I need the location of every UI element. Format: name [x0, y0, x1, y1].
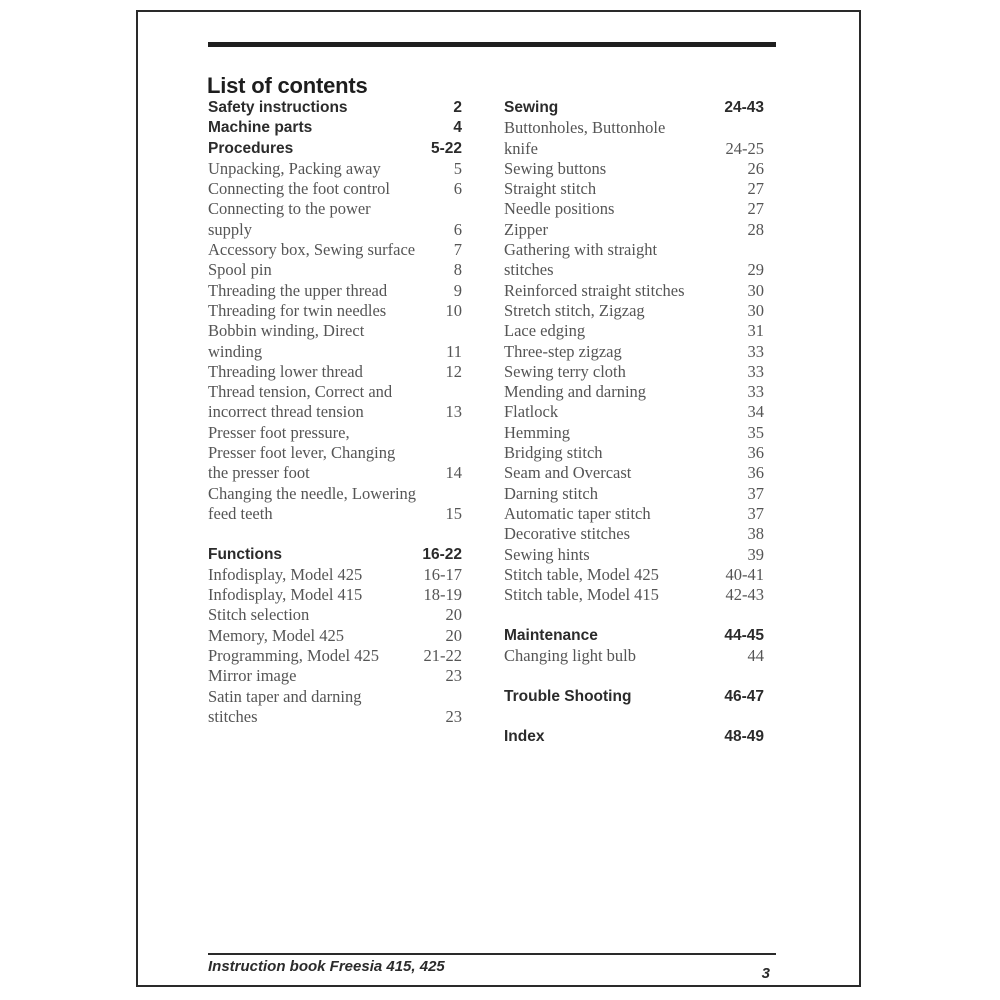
toc-entry-page: 48-49 — [724, 728, 764, 746]
toc-entry-page: 16-22 — [422, 545, 462, 563]
toc-entry-page: 42-43 — [725, 585, 764, 605]
toc-entry-page: 7 — [453, 240, 462, 260]
toc-entry-page: 21-22 — [423, 646, 462, 666]
toc-entry-label: Infodisplay, Model 425 — [208, 564, 363, 584]
toc-entry-label: Safety instructions — [208, 99, 348, 116]
toc-entry-label: Bridging stitch — [504, 443, 603, 463]
toc-entry-page: 27 — [747, 179, 764, 199]
toc-entry-page: 44-45 — [724, 626, 764, 644]
toc-row — [208, 260, 462, 280]
toc-row — [504, 626, 764, 646]
toc-entry-label: Threading lower thread — [208, 361, 363, 381]
toc-entry-page: 24-25 — [725, 138, 764, 158]
toc-row — [504, 504, 764, 524]
toc-row — [208, 362, 462, 382]
toc-entry-page: 35 — [747, 422, 764, 442]
toc-row — [504, 220, 764, 240]
toc-row — [504, 484, 764, 504]
toc-entry-label: Programming, Model 425 — [208, 646, 379, 666]
toc-entry-page: 12 — [445, 361, 462, 381]
toc-entry-page: 4 — [453, 119, 462, 137]
toc-column-left — [208, 98, 462, 748]
toc-row — [208, 159, 462, 179]
toc-entry-label: Accessory box, Sewing surface — [208, 240, 416, 260]
toc-row — [504, 565, 764, 585]
toc-entry-page: 27 — [747, 199, 764, 219]
toc-row — [208, 220, 462, 240]
toc-row — [208, 402, 462, 422]
toc-row — [208, 118, 462, 138]
toc-row — [208, 463, 462, 483]
toc-entry-label: Functions — [208, 545, 283, 563]
toc-entry-label: Three-step zigzag — [504, 341, 622, 361]
toc-row — [504, 382, 764, 402]
toc-row — [208, 382, 462, 402]
toc-entry-label: Buttonholes, Buttonhole — [504, 118, 666, 138]
toc-entry-label: Presser foot lever, Changing — [208, 443, 396, 463]
toc-entry-label: Hemming — [504, 422, 570, 442]
toc-entry-page: 20 — [445, 625, 462, 645]
footer-book-title: Instruction book Freesia 415, 425 — [208, 958, 445, 975]
toc-entry-page: 13 — [445, 402, 462, 422]
toc-entry-page: 2 — [453, 99, 462, 116]
toc-entry-page: 33 — [747, 361, 764, 381]
toc-entry-page: 46-47 — [724, 687, 764, 705]
top-rule — [208, 42, 776, 47]
toc-entry-label: Satin taper and darning — [208, 686, 362, 706]
toc-entry-label: Darning stitch — [504, 483, 598, 503]
toc-entry-page: 24-43 — [724, 99, 764, 116]
toc-entry-page: 37 — [747, 503, 764, 523]
toc-entry-label: Threading the upper thread — [208, 280, 388, 300]
footer-rule — [208, 953, 776, 955]
toc-entry-label: Straight stitch — [504, 179, 597, 199]
toc-row — [208, 423, 462, 443]
toc-row — [504, 139, 764, 159]
toc-entry-label: Stitch table, Model 415 — [504, 585, 659, 605]
toc-entry-label: supply — [208, 219, 253, 239]
toc-row — [504, 240, 764, 260]
toc-entry-label: Bobbin winding, Direct — [208, 321, 365, 341]
toc-entry-label: Spool pin — [208, 260, 272, 280]
toc-entry-label: Stitch selection — [208, 605, 310, 625]
toc-entry-label: Seam and Overcast — [504, 463, 632, 483]
toc-row — [504, 423, 764, 443]
toc-entry-label: Automatic taper stitch — [504, 503, 651, 523]
toc-row — [504, 199, 764, 219]
toc-row — [504, 342, 764, 362]
toc-entry-page: 31 — [747, 321, 764, 341]
toc-entry-page: 23 — [445, 666, 462, 686]
toc-entry-label: Mirror image — [208, 666, 297, 686]
toc-entry-label: Stretch stitch, Zigzag — [504, 300, 645, 320]
toc-row — [208, 666, 462, 686]
toc-entry-label: Machine parts — [208, 119, 313, 137]
toc-row — [504, 727, 764, 747]
footer-page-number: 3 — [761, 965, 770, 982]
toc-entry-page: 5-22 — [430, 139, 462, 157]
toc-row — [208, 98, 462, 118]
toc-row — [208, 484, 462, 504]
toc-entry-page: 16-17 — [423, 564, 462, 584]
toc-entry-label: Index — [504, 728, 545, 746]
toc-entry-page: 6 — [453, 219, 462, 239]
toc-entry-label: Reinforced straight stitches — [504, 280, 685, 300]
toc-row — [504, 260, 764, 280]
toc-entry-label: stitches — [504, 260, 554, 280]
toc-row — [504, 545, 764, 565]
toc-row — [504, 402, 764, 422]
toc-row — [208, 545, 462, 565]
toc-entry-label: Presser foot pressure, — [208, 422, 350, 442]
toc-row — [504, 646, 764, 666]
toc-entry-label: Unpacking, Packing away — [208, 158, 381, 178]
toc-entry-page: 28 — [747, 219, 764, 239]
toc-entry-page: 33 — [747, 341, 764, 361]
toc-row — [504, 301, 764, 321]
toc-entry-label: Maintenance — [504, 626, 598, 644]
toc-entry-label: winding — [208, 341, 263, 361]
toc-row — [504, 585, 764, 605]
toc-columns — [208, 98, 764, 748]
toc-entry-label: Infodisplay, Model 415 — [208, 585, 363, 605]
toc-entry-page: 40-41 — [725, 564, 764, 584]
toc-entry-page: 30 — [747, 300, 764, 320]
toc-row — [208, 240, 462, 260]
toc-entry-label: incorrect thread tension — [208, 402, 364, 422]
toc-entry-label: Stitch table, Model 425 — [504, 564, 659, 584]
toc-entry-page: 18-19 — [423, 585, 462, 605]
toc-entry-page: 8 — [453, 260, 462, 280]
toc-entry-label: Needle positions — [504, 199, 615, 219]
toc-row — [208, 585, 462, 605]
toc-entry-page: 30 — [747, 280, 764, 300]
toc-entry-label: the presser foot — [208, 463, 310, 483]
toc-row — [208, 342, 462, 362]
document-page — [136, 10, 861, 987]
toc-entry-page: 20 — [445, 605, 462, 625]
toc-entry-page: 36 — [747, 443, 764, 463]
toc-row — [504, 281, 764, 301]
toc-entry-label: Sewing buttons — [504, 158, 607, 178]
toc-row — [504, 524, 764, 544]
toc-entry-label: Memory, Model 425 — [208, 625, 344, 645]
toc-column-right — [504, 98, 764, 748]
toc-entry-label: feed teeth — [208, 503, 273, 523]
toc-row — [504, 98, 764, 118]
toc-entry-label: Threading for twin needles — [208, 300, 387, 320]
toc-row — [208, 321, 462, 341]
toc-entry-label: Sewing — [504, 99, 559, 116]
toc-entry-label: Procedures — [208, 139, 294, 157]
toc-entry-label: stitches — [208, 706, 258, 726]
toc-entry-page: 34 — [747, 402, 764, 422]
toc-entry-label: Gathering with straight — [504, 240, 658, 260]
toc-row — [504, 159, 764, 179]
toc-row — [504, 687, 764, 707]
page-title: List of contents — [207, 72, 368, 98]
toc-entry-page: 39 — [747, 544, 764, 564]
toc-entry-label: Thread tension, Correct and — [208, 382, 393, 402]
toc-entry-label: Connecting the foot control — [208, 179, 390, 199]
toc-row — [208, 443, 462, 463]
toc-entry-label: Changing the needle, Lowering — [208, 483, 417, 503]
toc-row — [208, 179, 462, 199]
toc-row — [208, 687, 462, 707]
toc-entry-label: Mending and darning — [504, 382, 647, 402]
toc-row — [208, 707, 462, 727]
toc-entry-page: 5 — [453, 158, 462, 178]
toc-row — [208, 139, 462, 159]
toc-row — [208, 301, 462, 321]
toc-entry-label: Connecting to the power — [208, 199, 371, 219]
toc-row — [504, 321, 764, 341]
toc-row — [208, 626, 462, 646]
toc-entry-label: Sewing hints — [504, 544, 590, 564]
toc-entry-page: 14 — [445, 463, 462, 483]
toc-entry-page: 26 — [747, 158, 764, 178]
toc-entry-label: Trouble Shooting — [504, 687, 632, 705]
toc-entry-label: Zipper — [504, 219, 548, 239]
toc-entry-page: 37 — [747, 483, 764, 503]
toc-entry-label: knife — [504, 138, 538, 158]
toc-row — [208, 199, 462, 219]
toc-row — [504, 362, 764, 382]
toc-row — [504, 463, 764, 483]
toc-entry-page: 10 — [445, 300, 462, 320]
toc-row — [208, 504, 462, 524]
toc-row — [208, 646, 462, 666]
toc-entry-page: 29 — [747, 260, 764, 280]
toc-row — [208, 565, 462, 585]
toc-row — [208, 605, 462, 625]
toc-entry-page: 6 — [453, 179, 462, 199]
toc-entry-label: Sewing terry cloth — [504, 361, 626, 381]
toc-row — [504, 118, 764, 138]
toc-row — [504, 179, 764, 199]
toc-entry-page: 36 — [747, 463, 764, 483]
toc-entry-page: 23 — [445, 706, 462, 726]
toc-entry-label: Flatlock — [504, 402, 559, 422]
toc-entry-label: Lace edging — [504, 321, 586, 341]
toc-entry-page: 9 — [453, 280, 462, 300]
toc-entry-page: 11 — [446, 341, 462, 361]
page-footer — [208, 958, 770, 982]
toc-entry-page: 44 — [747, 646, 764, 666]
toc-row — [208, 281, 462, 301]
toc-entry-page: 38 — [747, 524, 764, 544]
toc-entry-label: Decorative stitches — [504, 524, 630, 544]
toc-entry-page: 15 — [445, 503, 462, 523]
toc-entry-label: Changing light bulb — [504, 646, 636, 666]
toc-entry-page: 33 — [747, 382, 764, 402]
toc-row — [504, 443, 764, 463]
